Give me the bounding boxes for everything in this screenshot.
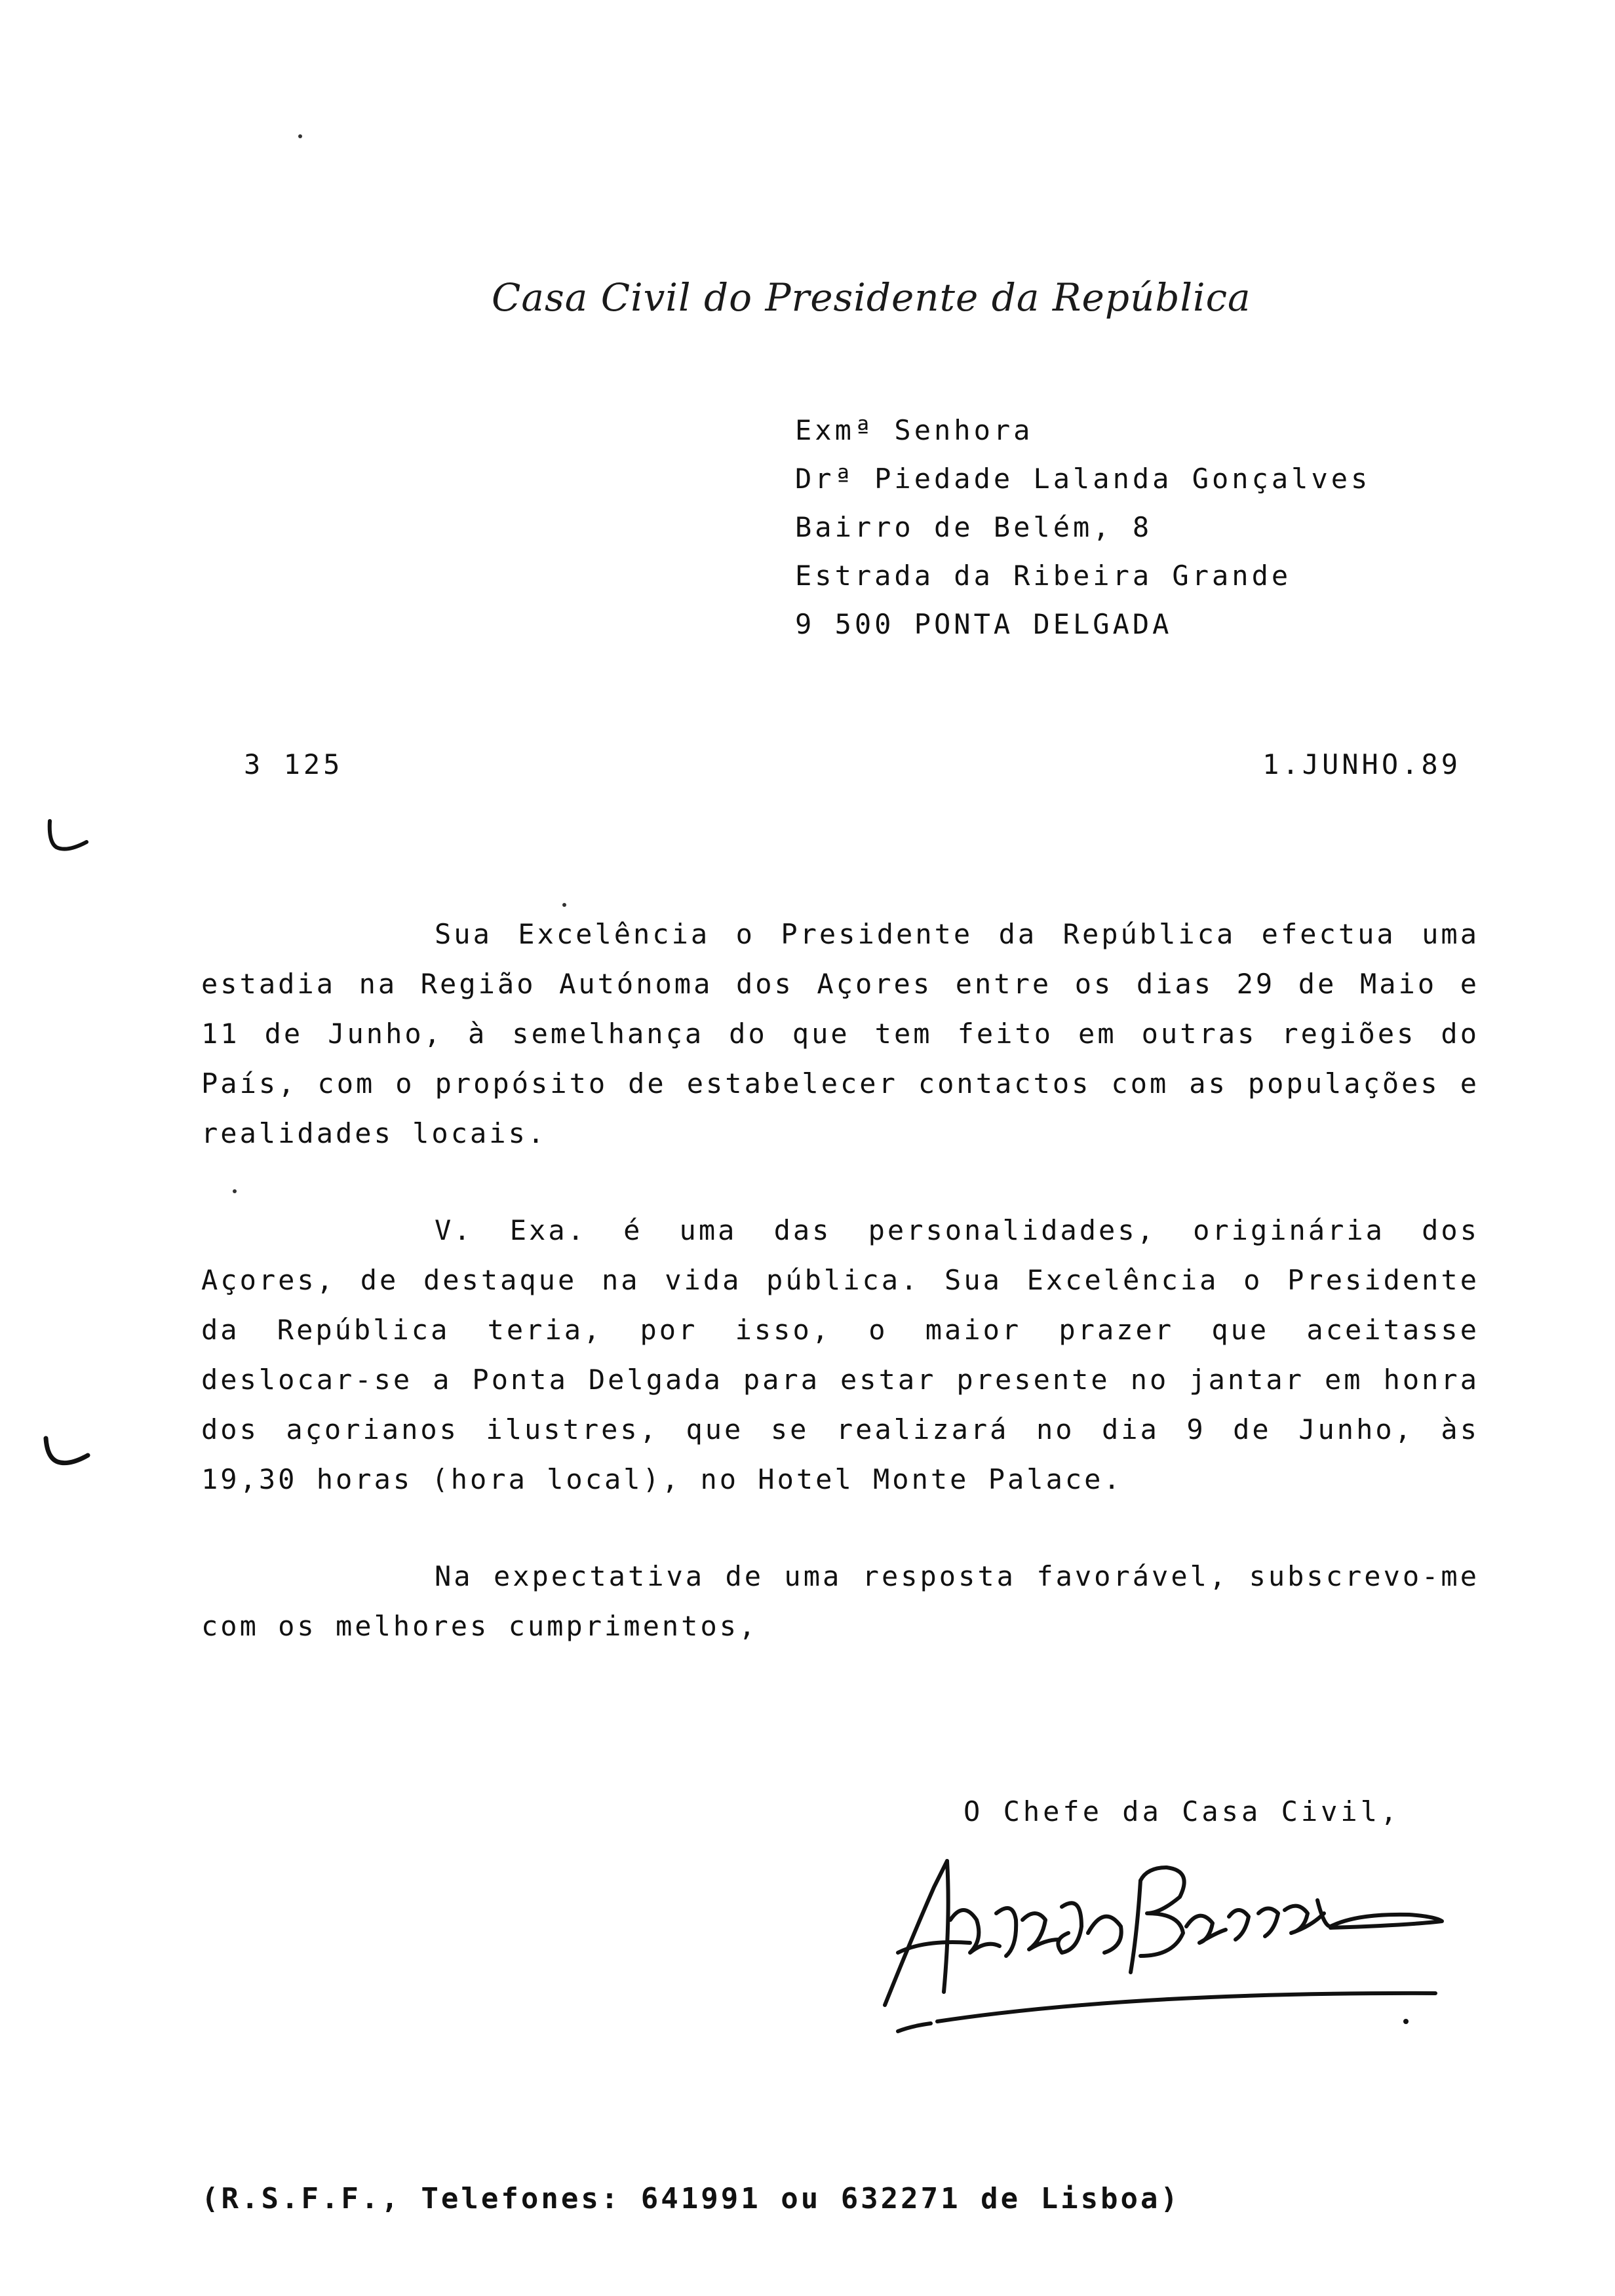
paper-speck — [233, 1189, 237, 1193]
recipient-line: Bairro de Belém, 8 — [795, 511, 1153, 543]
paragraph-text: Na expectativa de uma resposta favorável, subscrevo-me com os melhores cumprimentos, — [201, 1560, 1479, 1642]
recipient-line: Estrada da Ribeira Grande — [795, 560, 1292, 592]
body-paragraph — [201, 1206, 1479, 1504]
paragraph-text: Sua Excelência o Presidente da República efectua uma estadia na Região Autónoma dos Açores entre os dias 29 de Maio e 11 de Junho, à semelhança do que tem feito em outras regiões do País, com o propósito de estabelecer contactos com as populações e realidades locais. — [201, 918, 1479, 1149]
recipient-line: Exmª Senhora — [795, 414, 1034, 446]
letter-date: 1.JUNHO.89 — [1262, 748, 1461, 780]
recipient-line: Drª Piedade Lalanda Gonçalves — [795, 463, 1371, 495]
reference-number: 3 125 — [244, 748, 343, 780]
margin-mark-icon — [41, 816, 93, 862]
footer-contact: (R.S.F.F., Telefones: 641991 ou 632271 de Lisboa) — [201, 2182, 1181, 2215]
signoff: O Chefe da Casa Civil, — [963, 1795, 1401, 1827]
handwritten-signature — [872, 1841, 1462, 2044]
paper-speck — [562, 903, 566, 907]
recipient-line: 9 500 PONTA DELGADA — [795, 608, 1173, 640]
paragraph-text: V. Exa. é uma das personalidades, originária dos Açores, de destaque na vida pública. Sua Excelência o Presidente da República teria, por isso, o maior prazer que aceitasse deslocar-se a Ponta Delgada para estar presente no jantar em honra dos açorianos ilustres, que se realizará no dia 9 de Junho, às 19,30 horas (hora local), no Hotel Monte Palace. — [201, 1214, 1479, 1495]
body-paragraph — [201, 909, 1479, 1158]
body-paragraph — [201, 1552, 1479, 1651]
paper-speck — [298, 134, 302, 138]
letterhead: Casa Civil do Presidente da República — [492, 275, 1251, 320]
margin-mark-icon — [38, 1432, 90, 1478]
recipient-address — [795, 406, 1371, 649]
